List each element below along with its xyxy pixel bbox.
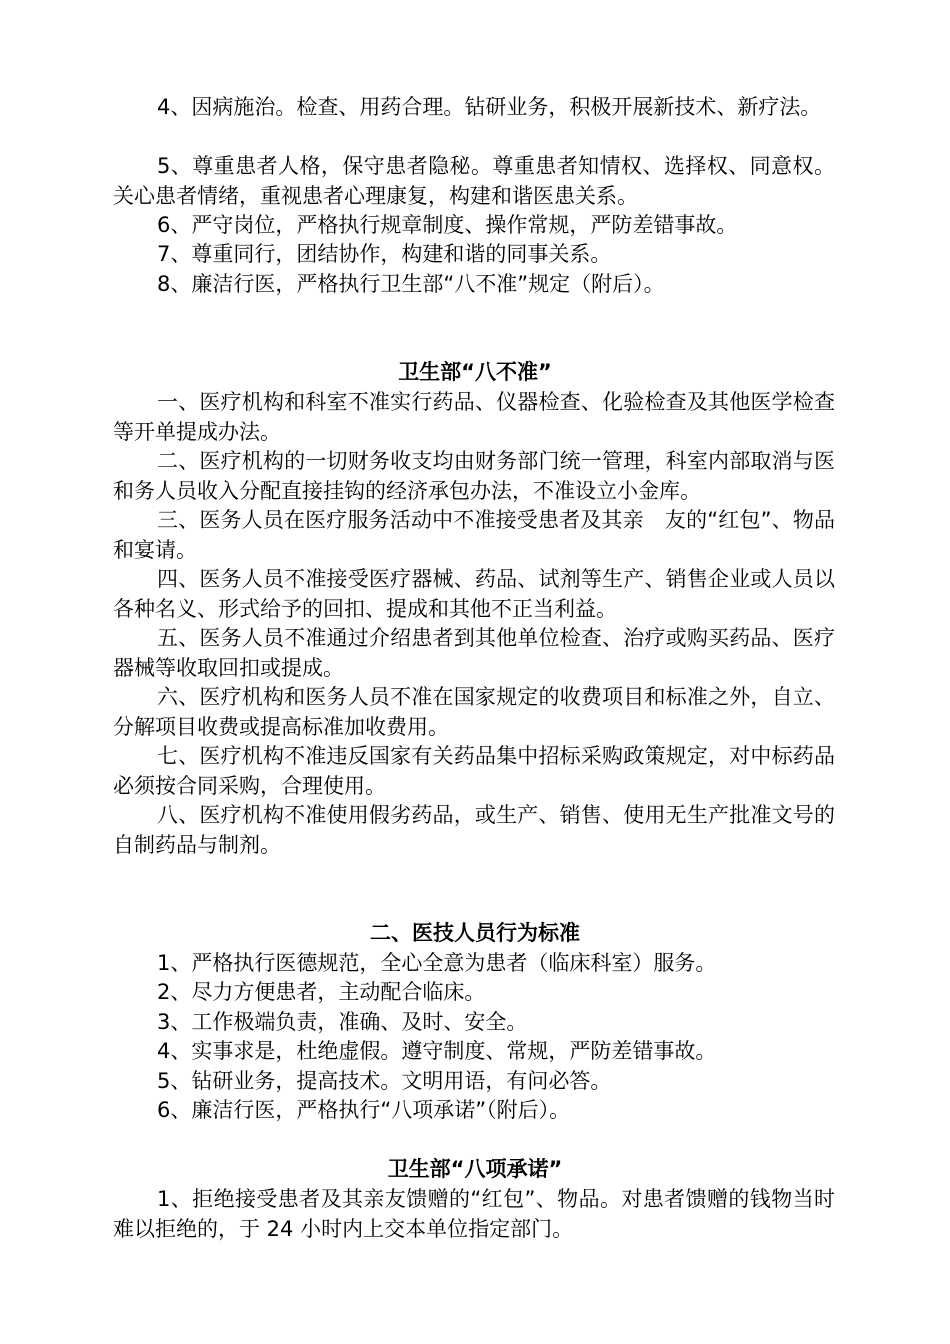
list-item: 6、严守岗位，严格执行规章制度、操作常规，严防差错事故。	[157, 213, 738, 237]
list-item: 六、医疗机构和医务人员不准在国家规定的收费项目和标准之外，自立、分解项目收费或提高标准加收费用。	[113, 685, 835, 739]
list-item: 4、实事求是，杜绝虚假。遵守制度、常规，严防差错事故。	[157, 1039, 717, 1063]
list-item: 1、拒绝接受患者及其亲友馈赠的“红包”、物品。对患者馈赠的钱物当时难以拒绝的，于 24 小时内上交本单位指定部门。	[113, 1187, 835, 1241]
list-item: 一、医疗机构和科室不准实行药品、仪器检查、化验检查及其他医学检查等开单提成办法。	[113, 390, 835, 444]
list-item: 6、廉洁行医，严格执行“八项承诺”（附后）。	[157, 1098, 571, 1122]
list-item: 7、尊重同行，团结协作，构建和谐的同事关系。	[157, 242, 612, 266]
list-item: 5、钻研业务，提高技术。文明用语，有问必答。	[157, 1069, 612, 1093]
section-title-babuzhun: 卫生部“八不准”	[398, 360, 552, 384]
list-item: 8、廉洁行医，严格执行卫生部“八不准”规定（附后）。	[157, 272, 665, 296]
list-item: 2、尽力方便患者，主动配合临床。	[157, 980, 486, 1004]
list-item: 3、工作极端负责，准确、及时、安全。	[157, 1010, 528, 1034]
list-item: 5、尊重患者人格，保守患者隐秘。尊重患者知情权、选择权、同意权。关心患者情绪，重视患者心理康复，构建和谐医患关系。	[113, 154, 835, 208]
list-item: 1、严格执行医德规范，全心全意为患者（临床科室）服务。	[157, 951, 717, 975]
list-item: 二、医疗机构的一切财务收支均由财务部门统一管理，科室内部取消与医和务人员收入分配直接挂钩的经济承包办法，不准设立小金库。	[113, 449, 835, 503]
list-item: 三、医务人员在医疗服务活动中不准接受患者及其亲 友的“红包”、物品和宴请。	[113, 508, 835, 562]
list-item: 4、因病施治。检查、用药合理。钻研业务，积极开展新技术、新疗法。	[157, 95, 822, 119]
list-item: 七、医疗机构不准违反国家有关药品集中招标采购政策规定，对中标药品必须按合同采购，合理使用。	[113, 744, 835, 798]
section-title-yiji: 二、医技人员行为标准	[370, 921, 580, 945]
section-title-baxiang: 卫生部“八项承诺”	[387, 1157, 563, 1181]
list-item: 四、医务人员不准接受医疗器械、药品、试剂等生产、销售企业或人员以各种名义、形式给予的回扣、提成和其他不正当利益。	[113, 567, 835, 621]
list-item: 八、医疗机构不准使用假劣药品，或生产、销售、使用无生产批准文号的自制药品与制剂。	[113, 803, 835, 857]
list-item: 五、医务人员不准通过介绍患者到其他单位检查、治疗或购买药品、医疗器械等收取回扣或提成。	[113, 626, 835, 680]
